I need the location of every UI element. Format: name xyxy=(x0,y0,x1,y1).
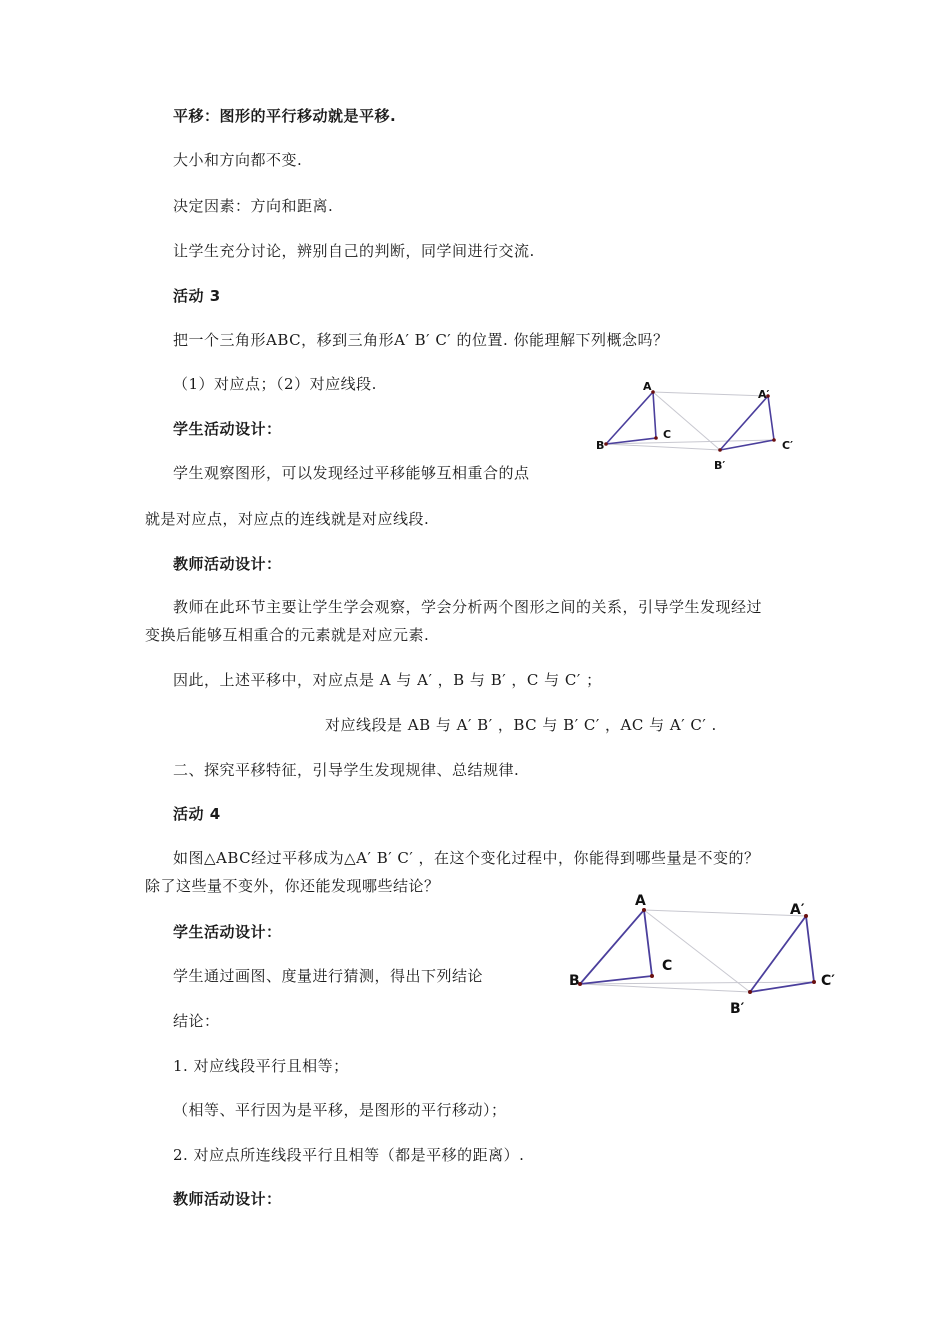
label-c: C xyxy=(663,428,672,441)
paragraph: 变换后能够互相重合的元素就是对应元素. xyxy=(145,626,430,644)
paragraph: 大小和方向都不变. xyxy=(173,151,303,169)
paragraph: 因此，上述平移中，对应点是 A 与 A′ ，B 与 B′ ，C 与 C′ ； xyxy=(173,671,602,689)
paragraph: 就是对应点，对应点的连线就是对应线段. xyxy=(145,510,430,528)
triangle-abc-prime xyxy=(750,916,814,992)
paragraph: 让学生充分讨论，辨别自己的判断，同学间进行交流. xyxy=(173,242,535,260)
section-heading: 学生活动设计： xyxy=(173,923,282,941)
activity-heading: 活动 4 xyxy=(173,805,221,823)
paragraph: 结论： xyxy=(173,1012,220,1030)
paragraph: 决定因素：方向和距离. xyxy=(173,197,334,215)
label-a: A xyxy=(635,893,646,909)
label-c-prime: C′ xyxy=(782,439,793,452)
label-b-prime: B′ xyxy=(730,1001,745,1017)
triangle-abc xyxy=(580,910,652,984)
translation-figure-small xyxy=(592,378,804,474)
triangle-abc-prime xyxy=(720,396,774,450)
paragraph: 二、探究平移特征，引导学生发现规律、总结规律. xyxy=(173,761,520,779)
label-b: B xyxy=(596,439,605,452)
paragraph: （相等、平行因为是平移，是图形的平行移动）； xyxy=(173,1101,507,1119)
translation-figure-large xyxy=(566,888,842,1018)
section-heading: 学生活动设计： xyxy=(173,420,282,438)
paragraph: 把一个三角形ABC，移到三角形A′ B′ C′ 的位置. 你能理解下列概念吗？ xyxy=(173,331,669,349)
paragraph: 教师在此环节主要让学生学会观察，学会分析两个图形之间的关系，引导学生发现经过 xyxy=(173,598,763,616)
label-c: C xyxy=(662,958,673,974)
paragraph: 1. 对应线段平行且相等； xyxy=(173,1057,349,1075)
label-a-prime: A′ xyxy=(758,388,770,401)
paragraph-definition: 平移：图形的平行移动就是平移. xyxy=(173,107,397,125)
paragraph: 如图△ABC经过平移成为△A′ B′ C′ ，在这个变化过程中，你能得到哪些量是不变的？ xyxy=(173,849,760,867)
label-b-prime: B′ xyxy=(714,459,726,472)
section-heading: 教师活动设计： xyxy=(173,1190,282,1208)
label-a: A xyxy=(643,380,652,393)
triangle-abc xyxy=(606,392,656,444)
label-a-prime: A′ xyxy=(790,902,805,918)
label-b: B xyxy=(569,973,580,989)
label-c-prime: C′ xyxy=(821,973,835,989)
paragraph: 除了这些量不变外，你还能发现哪些结论？ xyxy=(145,877,440,895)
paragraph: 2. 对应点所连线段平行且相等（都是平移的距离）. xyxy=(173,1146,525,1164)
section-heading: 教师活动设计： xyxy=(173,555,282,573)
paragraph: 学生通过画图、度量进行猜测，得出下列结论 xyxy=(173,967,484,985)
paragraph: 学生观察图形，可以发现经过平移能够互相重合的点 xyxy=(173,464,530,482)
activity-heading: 活动 3 xyxy=(173,287,221,305)
paragraph: 对应线段是 AB 与 A′ B′ ，BC 与 B′ C′ ，AC 与 A′ C′ . xyxy=(325,716,717,734)
paragraph: （1）对应点；（2）对应线段. xyxy=(173,375,377,393)
